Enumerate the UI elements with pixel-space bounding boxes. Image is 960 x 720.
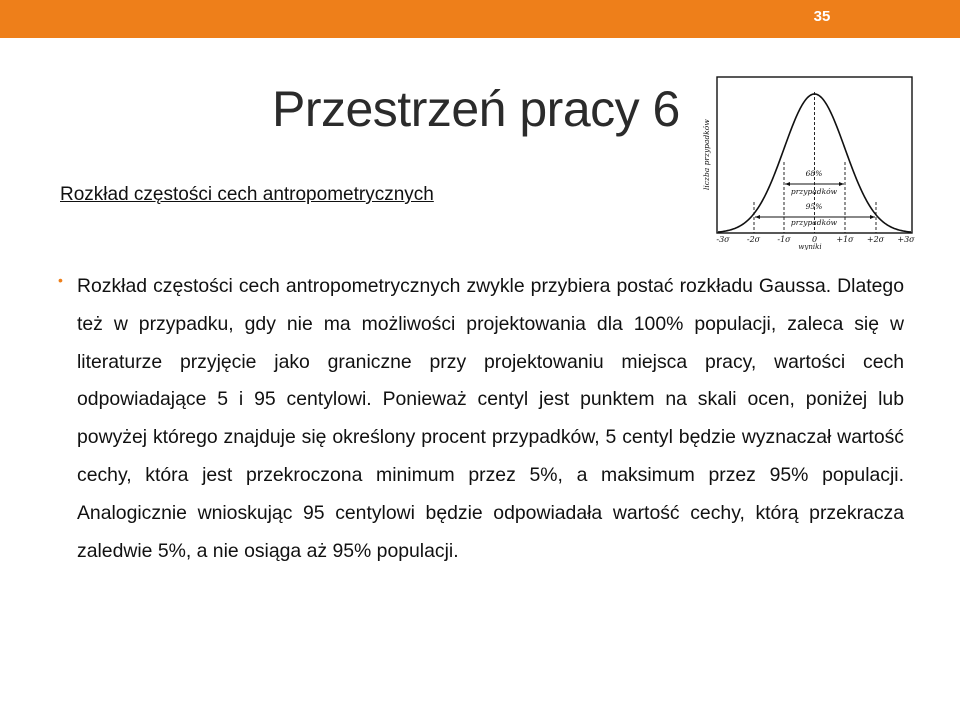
x-tick-label: 0 bbox=[811, 235, 818, 244]
slide-subtitle: Rozkład częstości cech antropometrycznych bbox=[60, 184, 434, 205]
gaussian-distribution-figure bbox=[698, 72, 928, 250]
bullet-text: Rozkład częstości cech antropometrycznych zwykle przybiera postać rozkładu Gaussa. Dlatego też w przypadku, gdy nie ma możliwości projektowania dla 100% populacji, zaleca się w literaturze przyjęcie jako graniczne przy projektowaniu miejsca pracy, wartości cech odpowiadające 5 i 95 centylowi. Ponieważ centyl jest punktem na skali ocen, poniżej lub powyżej którego znajduje się określony procent przypadków, 5 centyl będzie wyznaczał wartość cechy, która jest przekroczona minimum przez 5%, a maksimum przez 95% populacji. Analogicznie wnioskując 95 centylowi będzie odpowiadała wartość cechy, którą przekracza zaledwie 5%, a nie osiąga aż 95% populacji. bbox=[77, 275, 904, 562]
x-tick-label: +2σ bbox=[866, 235, 885, 244]
bullet-item bbox=[58, 268, 904, 570]
bullet-marker: • bbox=[58, 272, 63, 288]
band-95-label: przypadków bbox=[790, 218, 838, 227]
x-tick-label: -1σ bbox=[777, 235, 791, 244]
band-95-percent: 95% bbox=[805, 202, 823, 211]
band-68-label: przypadków bbox=[790, 187, 838, 196]
slide-header-bar bbox=[0, 0, 960, 38]
x-axis-label: wyniki bbox=[798, 243, 822, 250]
x-tick-label: +3σ bbox=[897, 235, 915, 244]
bullet-list bbox=[58, 268, 904, 570]
band-68-percent: 68% bbox=[805, 169, 823, 178]
y-axis-label: liczba przypadków bbox=[702, 119, 711, 190]
x-tick-label: +1σ bbox=[836, 235, 854, 244]
x-tick-label: -2σ bbox=[746, 235, 761, 244]
x-tick-label: -3σ bbox=[716, 235, 730, 244]
slide-number: 35 bbox=[813, 8, 831, 25]
slide-title: Przestrzeń pracy 6 bbox=[272, 81, 680, 137]
